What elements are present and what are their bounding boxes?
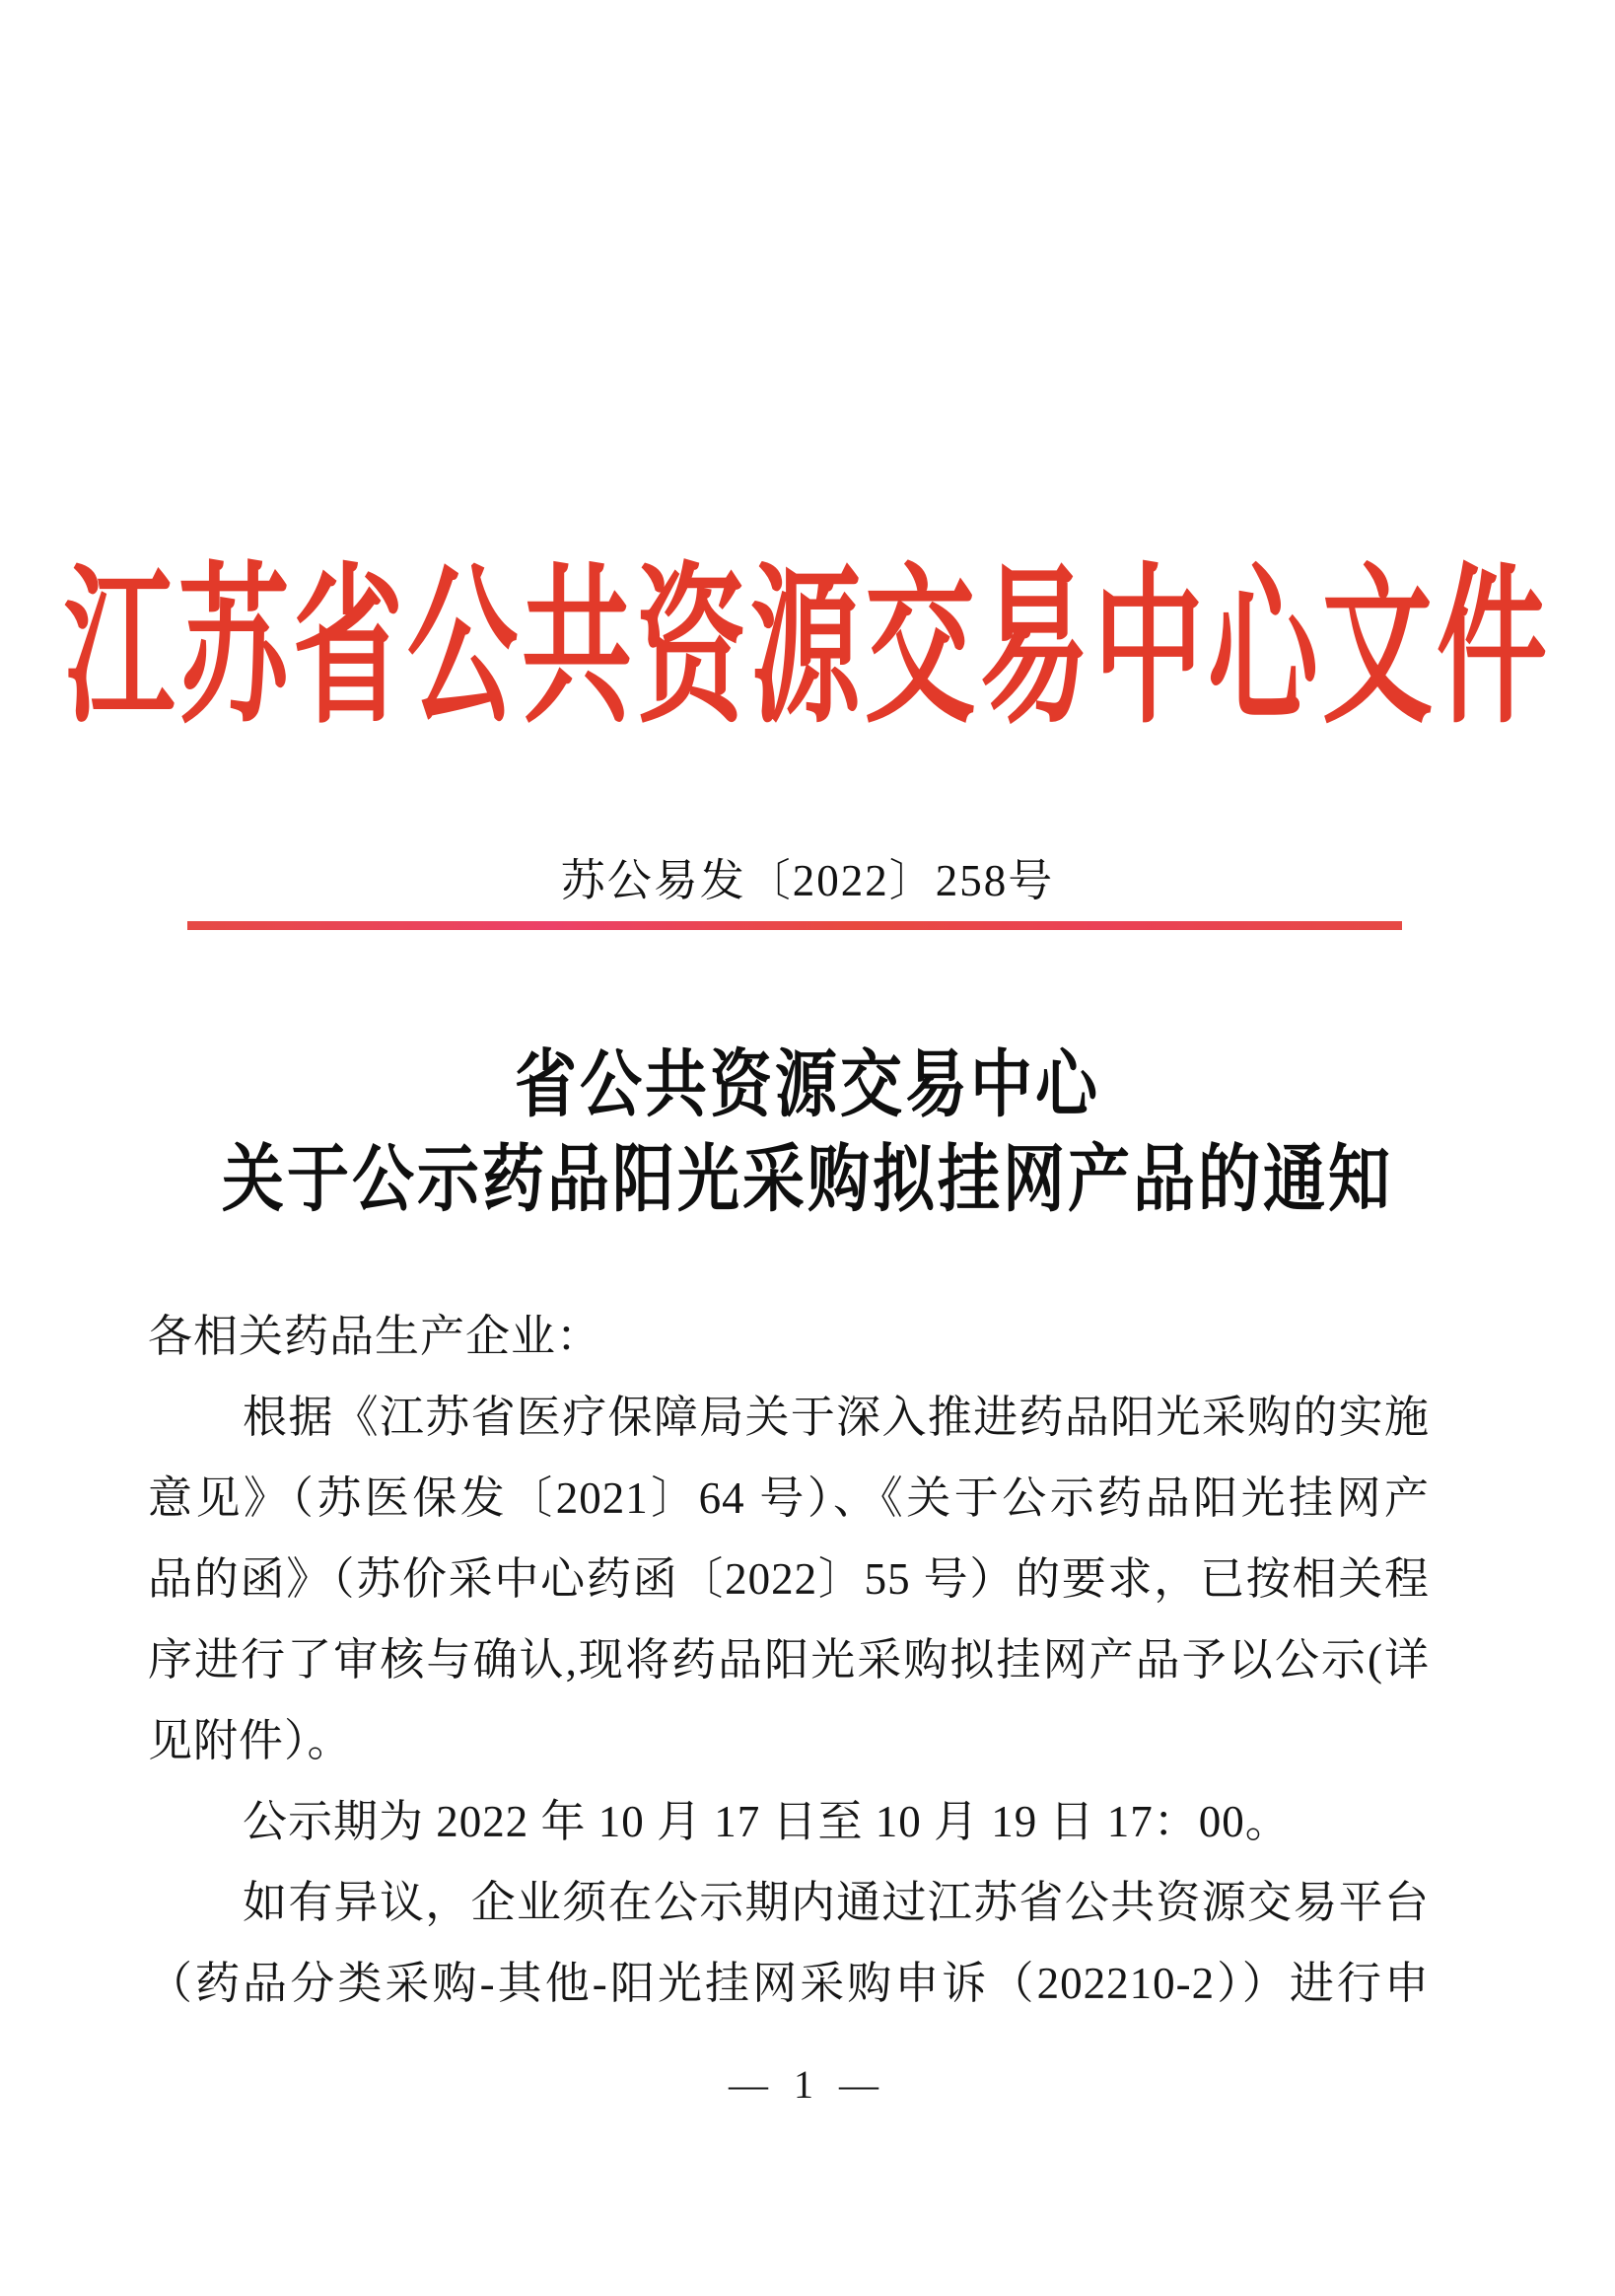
red-letterhead-banner bbox=[0, 533, 1615, 745]
notice-title-line1: 省公共资源交易中心 bbox=[515, 1043, 1100, 1126]
body-line-5: 序进行了审核与确认,现将药品阳光采购拟挂网产品予以公示(详 bbox=[148, 1635, 1430, 1685]
letterhead-title: 江苏省公共资源交易中心文件 bbox=[64, 554, 1551, 745]
page-number: — 1 — bbox=[729, 2062, 886, 2107]
body-line-4: 品的函》（苏价采中心药函〔2022〕55 号）的要求，已按相关程 bbox=[148, 1554, 1430, 1604]
body-line-2: 根据《江苏省医疗保障局关于深入推进药品阳光采购的实施 bbox=[243, 1393, 1430, 1442]
body-line-8: 如有异议，企业须在公示期内通过江苏省公共资源交易平台 bbox=[243, 1878, 1430, 1927]
notice-title bbox=[0, 1038, 1615, 1227]
body-line-6: 见附件）。 bbox=[148, 1716, 353, 1765]
body-line-3: 意见》（苏医保发〔2021〕64 号）、《关于公示药品阳光挂网产 bbox=[148, 1473, 1430, 1523]
notice-title-line2: 关于公示药品阳光采购拟挂网产品的通知 bbox=[222, 1138, 1393, 1221]
body-line-7-public-period: 公示期为 2022 年 10 月 17 日至 10 月 19 日 17：00。 bbox=[243, 1797, 1291, 1846]
body-line-9: （药品分类采购-其他-阳光挂网采购申诉（202210-2））进行申 bbox=[148, 1959, 1430, 2008]
notice-body bbox=[148, 1296, 1430, 2024]
red-divider-line bbox=[187, 921, 1402, 930]
body-line-salutation: 各相关药品生产企业： bbox=[148, 1312, 602, 1361]
document-number: 苏公易发〔2022〕258号 bbox=[560, 856, 1055, 905]
